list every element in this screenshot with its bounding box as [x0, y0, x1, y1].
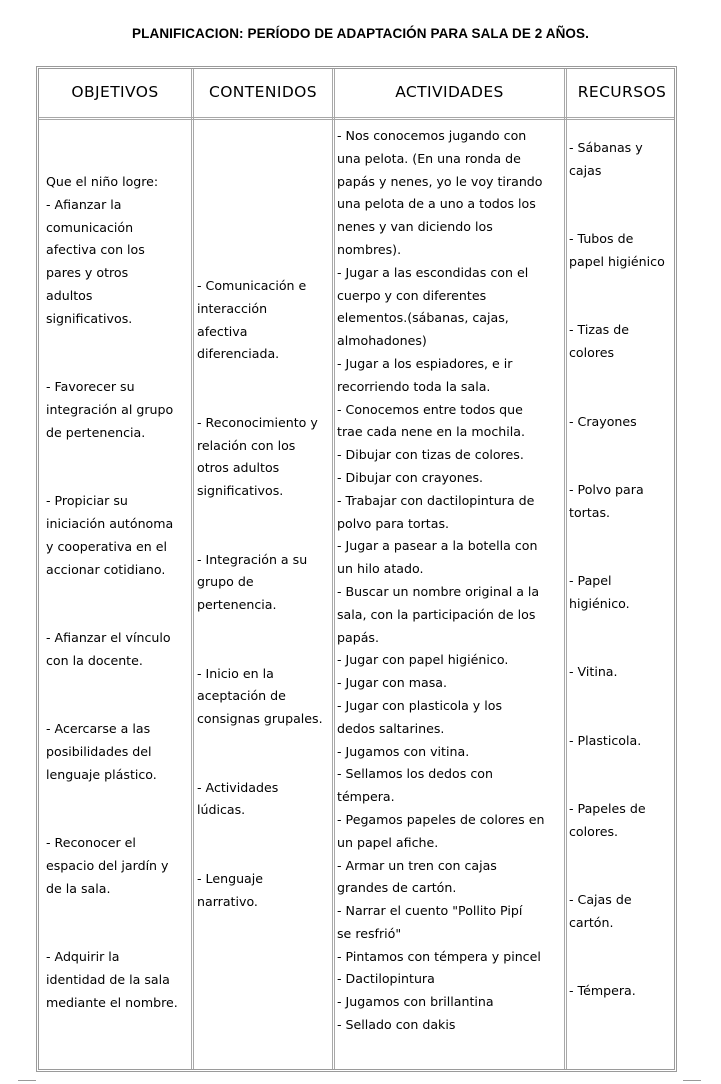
recurso-line [569, 639, 677, 662]
contenido-line: afectiva [197, 323, 248, 339]
recurso-line: - Polvo para [569, 481, 644, 497]
contenido-line: relación con los [197, 437, 296, 453]
objetivo-line: accionar cotidiano. [46, 561, 166, 577]
objetivo-line [46, 901, 192, 924]
recurso-line: - Papel [569, 573, 612, 589]
objetivo-line: afectiva con los [46, 242, 145, 258]
recurso-line: - Plasticola. [569, 732, 642, 748]
actividad-line: - Jugar a las escondidas con el [337, 264, 529, 280]
recurso-line: - Tizas de [569, 322, 629, 338]
objetivo-line [46, 673, 192, 696]
recurso-line [569, 775, 677, 798]
objetivo-line [46, 695, 192, 718]
contenido-line: - Reconocimiento y [197, 414, 318, 430]
actividad-line: - Dibujar con crayones. [337, 469, 484, 485]
recurso-line: - Cajas de [569, 892, 632, 908]
actividad-line: sala, con la participación de los [337, 606, 536, 622]
recurso-line: tortas. [569, 504, 611, 520]
actividad-line: dedos saltarines. [337, 720, 445, 736]
recurso-line: colores. [569, 823, 619, 839]
objetivo-line: de la sala. [46, 880, 111, 896]
actividad-line: - Jugar con papel higiénico. [337, 652, 509, 668]
contenido-line: - Lenguaje [197, 870, 264, 886]
objetivo-line: y cooperativa en el [46, 538, 168, 554]
contenido-line [197, 503, 333, 526]
actividad-line: papás. [337, 629, 379, 645]
recurso-line [569, 525, 677, 548]
contenido-line [197, 731, 333, 754]
recurso-line: - Vitina. [569, 664, 618, 680]
actividad-line: - Trabajar con dactilopintura de [337, 492, 535, 508]
objetivo-line: mediante el nombre. [46, 994, 178, 1010]
actividad-line: se resfrió" [337, 925, 402, 941]
objetivo-line [46, 581, 192, 604]
objetivo-line [46, 331, 192, 354]
planning-table [36, 66, 677, 1072]
contenido-line: lúdicas. [197, 802, 246, 818]
header-actividades: ACTIVIDADES [395, 83, 504, 101]
objetivo-line: identidad de la sala [46, 971, 170, 987]
contenidos-column [197, 275, 333, 913]
objetivo-line [46, 353, 192, 376]
actividad-line: elementos.(sábanas, cajas, [337, 310, 509, 326]
page-title: PLANIFICACION: PERÍODO DE ADAPTACIÓN PARA SALA DE 2 AÑOS. [132, 26, 589, 41]
recurso-line: cartón. [569, 915, 614, 931]
objetivo-line: iniciación autónoma [46, 515, 174, 531]
recurso-line [569, 274, 677, 297]
actividad-line: cuerpo y con diferentes [337, 287, 487, 303]
contenido-line: - Inicio en la [197, 665, 274, 681]
recurso-line [569, 183, 677, 206]
objetivo-line: comunicación [46, 219, 134, 235]
actividad-line: un hilo atado. [337, 561, 424, 577]
contenido-line [197, 754, 333, 777]
header-recursos: RECURSOS [577, 83, 667, 101]
contenido-line: otros adultos [197, 460, 280, 476]
objetivo-line: integración al grupo [46, 401, 174, 417]
recurso-line [569, 684, 677, 707]
actividad-line: - Jugar con plasticola y los [337, 697, 503, 713]
actividad-line: polvo para tortas. [337, 515, 450, 531]
actividad-line: papás y nenes, yo le voy tirando [337, 173, 543, 189]
recurso-line: colores [569, 345, 615, 361]
contenido-line: - Actividades [197, 779, 279, 795]
actividad-line: - Sellado con dakis [337, 1017, 456, 1033]
contenido-line [197, 640, 333, 663]
page-corner-mark [18, 1080, 36, 1081]
objetivo-line [46, 467, 192, 490]
objetivo-line: - Afianzar el vínculo [46, 629, 171, 645]
actividad-line: un papel afiche. [337, 834, 439, 850]
recurso-line [569, 205, 677, 228]
objetivo-line: pares y otros [46, 265, 129, 281]
actividad-line: - Jugamos con vitina. [337, 743, 470, 759]
contenido-line: grupo de [197, 574, 254, 590]
actividad-line: una pelota. (En una ronda de [337, 150, 521, 166]
recurso-line: - Témpera. [569, 983, 636, 999]
objetivo-line [46, 445, 192, 468]
actividad-line: nenes y van diciendo los [337, 219, 493, 235]
contenido-line: significativos. [197, 483, 284, 499]
actividad-line: - Jugamos con brillantina [337, 994, 494, 1010]
contenido-line [197, 526, 333, 549]
contenido-line: aceptación de [197, 688, 286, 704]
objetivo-line: Que el niño logre: [46, 174, 159, 189]
objetivo-line: - Propiciar su [46, 493, 128, 509]
objetivo-line: de pertenencia. [46, 424, 146, 440]
contenido-line [197, 389, 333, 412]
objetivo-line: significativos. [46, 310, 133, 326]
recurso-line [569, 365, 677, 388]
actividad-line: almohadones) [337, 333, 427, 349]
actividad-line: - Jugar con masa. [337, 675, 448, 691]
actividad-line: - Narrar el cuento "Pollito Pipí [337, 903, 523, 919]
recurso-line: - Tubos de [569, 231, 634, 247]
contenido-line: diferenciada. [197, 346, 280, 362]
objetivo-line: espacio del jardín y [46, 857, 169, 873]
recurso-line [569, 456, 677, 479]
contenido-line: pertenencia. [197, 597, 277, 613]
objetivo-line: - Acercarse a las [46, 721, 151, 737]
recurso-line [569, 297, 677, 320]
actividad-line: - Jugar a pasear a la botella con [337, 538, 538, 554]
actividad-line: grandes de cartón. [337, 880, 457, 896]
header-divider [39, 117, 674, 120]
objetivo-line: con la docente. [46, 652, 143, 668]
actividades-column [337, 125, 565, 1037]
recurso-line: papel higiénico [569, 253, 665, 269]
actividad-line: - Jugar a los espiadores, e ir [337, 355, 513, 371]
objetivo-line [46, 809, 192, 832]
contenido-line: interacción [197, 300, 268, 316]
objetivo-line [46, 787, 192, 810]
contenido-line [197, 845, 333, 868]
objetivo-line: - Afianzar la [46, 196, 122, 212]
objetivo-line: - Adquirir la [46, 949, 120, 965]
objetivo-line: - Reconocer el [46, 835, 136, 851]
recurso-line: - Sábanas y [569, 140, 643, 155]
objetivo-line: posibilidades del [46, 743, 152, 759]
recurso-line [569, 388, 677, 411]
contenido-line: - Comunicación e [197, 278, 307, 293]
recurso-line [569, 867, 677, 890]
recurso-line [569, 753, 677, 776]
actividad-line: - Sellamos los dedos con [337, 766, 493, 782]
actividad-line: - Dibujar con tizas de colores. [337, 447, 524, 463]
actividad-line: - Nos conocemos jugando con [337, 128, 527, 143]
actividad-line: - Conocemos entre todos que [337, 401, 523, 417]
actividad-line: - Pintamos con témpera y pincel [337, 948, 541, 964]
actividad-line: - Armar un tren con cajas [337, 857, 497, 873]
actividad-line: témpera. [337, 789, 395, 805]
recurso-line [569, 958, 677, 981]
objetivo-line: lenguaje plástico. [46, 766, 157, 782]
contenido-line: - Integración a su [197, 551, 308, 567]
page-corner-mark [683, 1080, 701, 1081]
actividad-line: - Buscar un nombre original a la [337, 583, 540, 599]
recurso-line [569, 707, 677, 730]
contenido-line: consignas grupales. [197, 711, 323, 727]
contenido-line [197, 617, 333, 640]
recurso-line [569, 935, 677, 958]
objetivo-line [46, 604, 192, 627]
objetivo-line: adultos [46, 287, 93, 303]
actividad-line: nombres). [337, 241, 402, 257]
recurso-line [569, 433, 677, 456]
actividad-line: - Pegamos papeles de colores en [337, 811, 545, 827]
recurso-line: - Crayones [569, 413, 637, 429]
recursos-column [569, 137, 677, 1003]
recurso-line [569, 844, 677, 867]
actividad-line: trae cada nene en la mochila. [337, 424, 525, 440]
contenido-line: narrativo. [197, 893, 258, 909]
header-contenidos: CONTENIDOS [208, 83, 318, 101]
objetivos-column [46, 171, 192, 1014]
actividad-line: recorriendo toda la sala. [337, 378, 491, 394]
header-objetivos: OBJETIVOS [71, 83, 159, 101]
contenido-line [197, 822, 333, 845]
contenido-line [197, 366, 333, 389]
objetivo-line: - Favorecer su [46, 379, 135, 395]
recurso-line: cajas [569, 162, 602, 178]
objetivo-line [46, 923, 192, 946]
actividad-line: una pelota de a uno a todos los [337, 196, 536, 212]
recurso-line: - Papeles de [569, 801, 646, 817]
recurso-line [569, 547, 677, 570]
actividad-line: - Dactilopintura [337, 971, 435, 987]
recurso-line [569, 616, 677, 639]
recurso-line: higiénico. [569, 595, 630, 611]
